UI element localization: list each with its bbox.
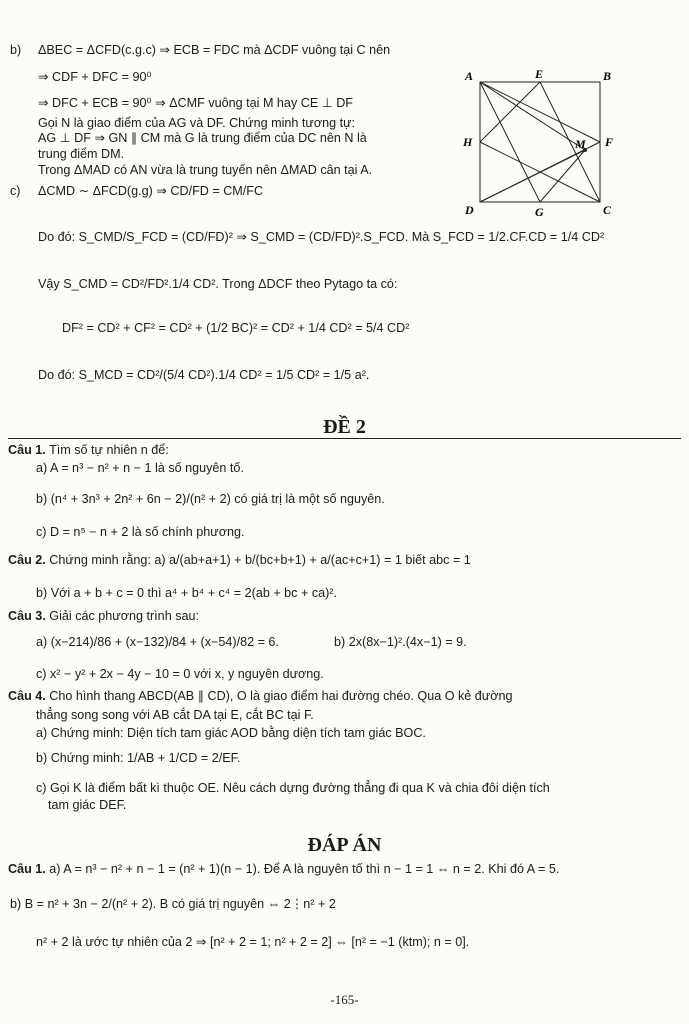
q3-c: c) x² − y² + 2x − 4y − 10 = 0 với x, y nguyên dương. <box>36 667 324 681</box>
c-line-3: Vậy S_CMD = CD²/FD².1/4 CD². Trong ΔDCF theo Pytago ta có: <box>38 277 398 291</box>
q1-b: b) (n⁴ + 3n³ + 2n² + 6n − 2)/(n² + 2) có giá trị là một số nguyên. <box>36 492 385 506</box>
ans1-a: Câu 1. a) A = n³ − n² + n − 1 = (n² + 1)(n − 1). Để A là nguyên tố thì n − 1 = 1 ⇔ n = 2. Khi đó A = 5. <box>8 862 560 876</box>
q3-a: a) (x−214)/86 + (x−132)/84 + (x−54)/82 = 6. <box>36 635 279 649</box>
q3: Câu 3. Giải các phương trình sau: <box>8 609 199 623</box>
c-line-5: Do đó: S_MCD = CD²/(5/4 CD²).1/4 CD² = 1/5 CD² = 1/5 a². <box>38 368 370 382</box>
b-line-2: ⇒ CDF + DFC = 90⁰ <box>38 70 152 84</box>
q4-a: a) Chứng minh: Diện tích tam giác AOD bằng diện tích tam giác BOC. <box>36 726 426 740</box>
q2-b: b) Với a + b + c = 0 thì a⁴ + b⁴ + c⁴ = 2(ab + bc + ca)². <box>36 586 338 600</box>
label-m: M <box>575 137 586 151</box>
b-line-7: Trong ΔMAD có AN vừa là trung tuyến nên ΔMAD cân tại A. <box>38 163 373 177</box>
c-line-2: Do đó: S_CMD/S_FCD = (CD/FD)² ⇒ S_CMD = (CD/FD)².S_FCD. Mà S_FCD = 1/2.CF.CD = 1/4 CD² <box>38 230 605 244</box>
label-d: D <box>465 203 474 217</box>
q4-b: b) Chứng minh: 1/AB + 1/CD = 2/EF. <box>36 751 241 765</box>
q1: Câu 1. Tìm số tự nhiên n để: <box>8 443 169 457</box>
b-line-3: ⇒ DFC + ECB = 90⁰ ⇒ ΔCMF vuông tại M hay CE ⊥ DF <box>38 96 353 110</box>
c-line-1: ΔCMD ∼ ΔFCD(g.g) ⇒ CD/FD = CM/FC <box>38 184 264 198</box>
label-e: E <box>535 70 544 81</box>
ans1-b-2: n² + 2 là ước tự nhiên của 2 ⇒ [n² + 2 = 1; n² + 2 = 2] ⇔ [n² = −1 (ktm); n = 0]. <box>36 935 470 949</box>
q4-c-1: c) Gọi K là điểm bất kì thuộc OE. Nêu cách dựng đường thẳng đi qua K và chia đôi diện tích <box>36 781 550 795</box>
ans1-b: b) B = n² + 3n − 2/(n² + 2). B có giá trị nguyên ⇔ 2⋮n² + 2 <box>10 897 336 911</box>
q2-a: Câu 2. Chứng minh rằng: a) a/(ab+a+1) + b/(bc+b+1) + a/(ac+c+1) = 1 biết abc = 1 <box>8 553 471 567</box>
label-f: F <box>605 135 614 149</box>
label-h: H <box>463 135 473 149</box>
label-a: A <box>465 70 474 83</box>
q4-c-2: tam giác DEF. <box>48 798 127 812</box>
label-c: C <box>603 203 612 217</box>
b-line-5: AG ⊥ DF ⇒ GN ∥ CM mà G là trung điểm của DC nên N là <box>38 131 367 145</box>
q1-c: c) D = n⁵ − n + 2 là số chính phương. <box>36 525 245 539</box>
square-figure <box>455 70 630 225</box>
q4-line-1: Câu 4. Cho hình thang ABCD(AB ∥ CD), O là giao điểm hai đường chéo. Qua O kẻ đường <box>8 689 513 703</box>
b-line-1: ΔBEC = ΔCFD(c.g.c) ⇒ ECB = FDC mà ΔCDF vuông tại C nên <box>38 43 391 57</box>
answers-title: ĐÁP ÁN <box>307 834 382 856</box>
part-c-label: c) <box>10 184 21 198</box>
q4-line-2: thẳng song song với AB cắt DA tại E, cắt BC tại F. <box>36 708 314 722</box>
divider <box>8 438 681 439</box>
b-line-6: trung điểm DM. <box>38 147 125 161</box>
label-g: G <box>535 205 544 219</box>
q3-b: b) 2x(8x−1)².(4x−1) = 9. <box>334 635 467 649</box>
b-line-4: Gọi N là giao điểm của AG và DF. Chứng minh tương tự: <box>38 116 356 130</box>
page-number: -165- <box>330 992 359 1007</box>
exam-title: ĐỀ 2 <box>323 416 366 438</box>
part-b-label: b) <box>10 43 22 57</box>
c-line-4: DF² = CD² + CF² = CD² + (1/2 BC)² = CD² + 1/4 CD² = 5/4 CD² <box>62 321 410 335</box>
label-b: B <box>603 70 612 83</box>
q1-a: a) A = n³ − n² + n − 1 là số nguyên tố. <box>36 461 244 475</box>
